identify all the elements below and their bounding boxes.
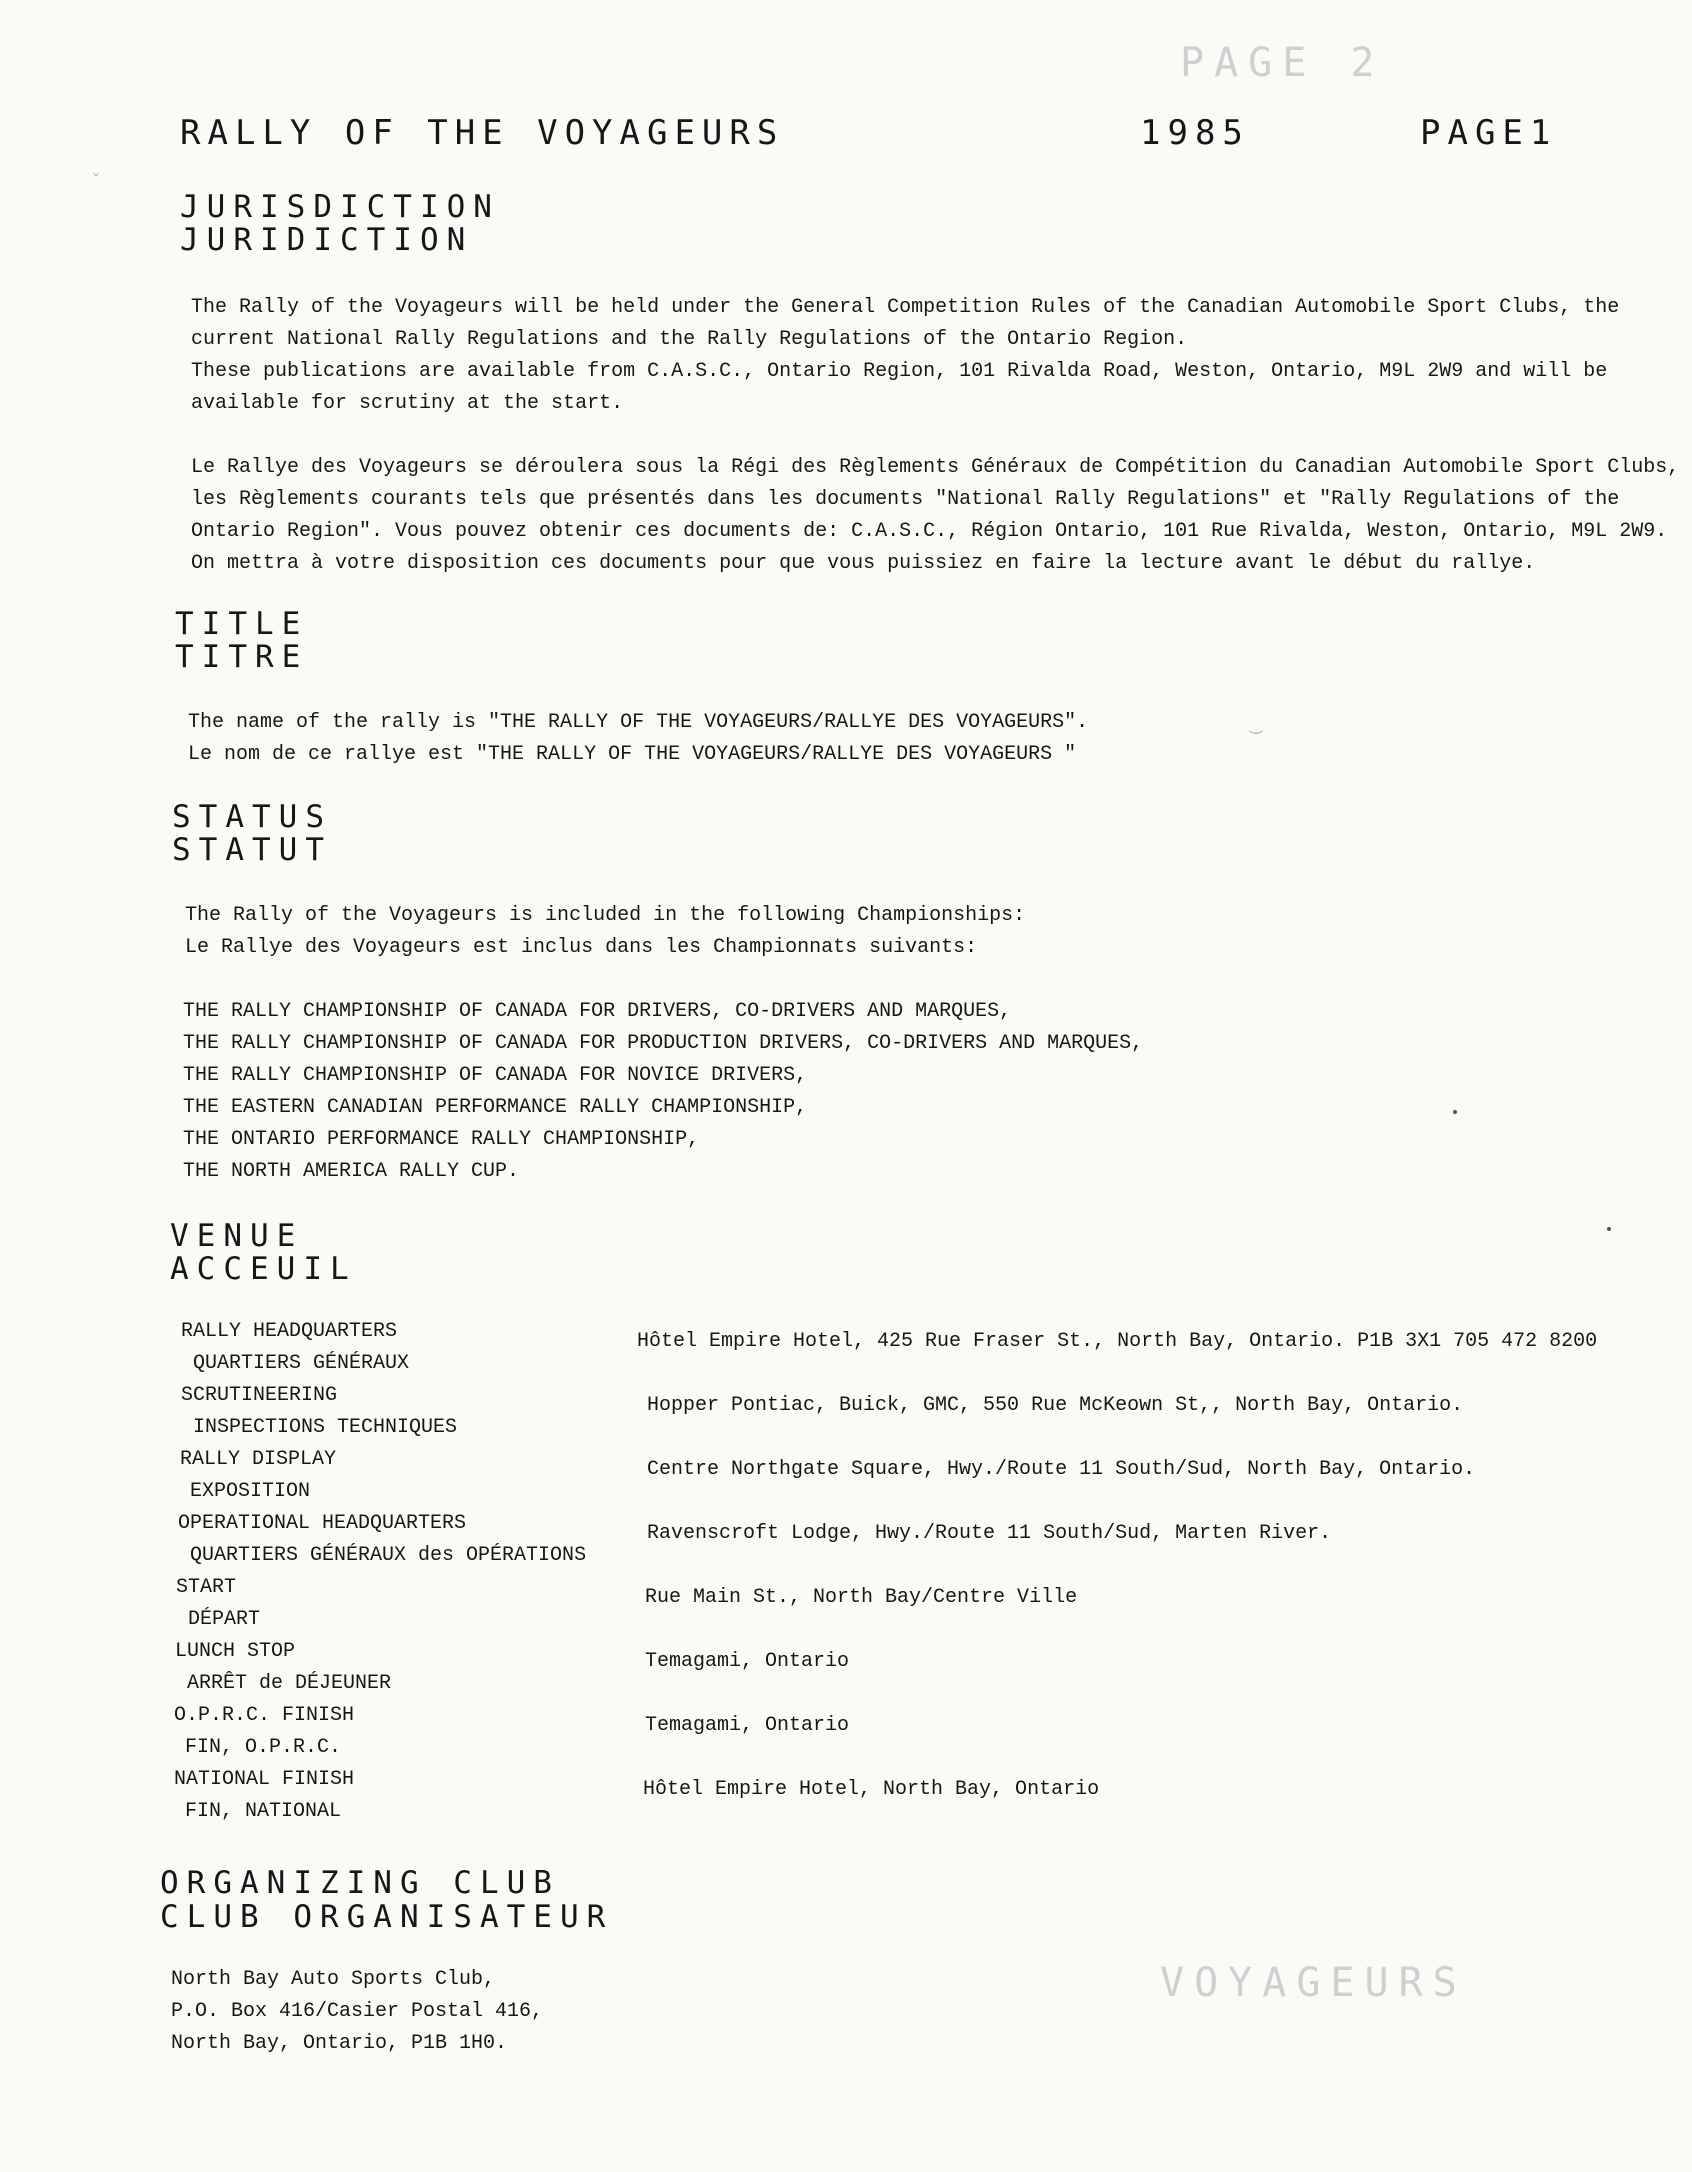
venue-label-fr: DÉPART <box>188 1608 261 1631</box>
jurisdiction-fr-line: les Règlements courants tels que présentés dans les documents "National Rally Regulations" et "Rally Regulations of the <box>191 488 1620 511</box>
jurisdiction-en-line: The Rally of the Voyageurs will be held under the General Competition Rules of the Canadian Automobile Sport Clubs, the <box>191 296 1620 319</box>
championship-item: THE RALLY CHAMPIONSHIP OF CANADA FOR NOVICE DRIVERS, <box>183 1064 808 1087</box>
venue-heading-en: VENUE <box>170 1218 304 1254</box>
venue-label-fr: EXPOSITION <box>190 1480 311 1503</box>
venue-value: Temagami, Ontario <box>645 1650 850 1673</box>
page-header <box>180 113 1600 153</box>
bleed-through-bottom: VOYAGEURS <box>1160 1960 1467 2006</box>
championship-item: THE ONTARIO PERFORMANCE RALLY CHAMPIONSHIP, <box>183 1128 700 1151</box>
jurisdiction-heading-en: JURISDICTION <box>180 189 500 225</box>
status-intro-fr: Le Rallye des Voyageurs est inclus dans les Championnats suivants: <box>185 936 978 959</box>
venue-label-en: LUNCH STOP <box>175 1640 296 1663</box>
venue-label-en: O.P.R.C. FINISH <box>174 1704 355 1727</box>
venue-value: Temagami, Ontario <box>645 1714 850 1737</box>
title-line-en: The name of the rally is "THE RALLY OF THE VOYAGEURS/RALLYE DES VOYAGEURS". <box>188 711 1089 734</box>
organizing-club-heading-fr: CLUB ORGANISATEUR <box>160 1899 614 1935</box>
championship-item: THE RALLY CHAMPIONSHIP OF CANADA FOR DRIVERS, CO-DRIVERS AND MARQUES, <box>183 1000 1012 1023</box>
championship-item: THE EASTERN CANADIAN PERFORMANCE RALLY CHAMPIONSHIP, <box>183 1096 808 1119</box>
club-address-line: North Bay, Ontario, P1B 1H0. <box>171 2032 508 2055</box>
venue-value: Ravenscroft Lodge, Hwy./Route 11 South/Sud, Marten River. <box>647 1522 1332 1545</box>
jurisdiction-fr-line: Le Rallye des Voyageurs se déroulera sous la Régi des Règlements Généraux de Compétition du Canadian Automobile Sport Clubs, <box>191 456 1680 479</box>
venue-value: Rue Main St., North Bay/Centre Ville <box>645 1586 1078 1609</box>
venue-label-fr: QUARTIERS GÉNÉRAUX des OPÉRATIONS <box>190 1544 587 1567</box>
organizing-club-heading-en: ORGANIZING CLUB <box>160 1865 560 1901</box>
venue-value: Hopper Pontiac, Buick, GMC, 550 Rue McKeown St,, North Bay, Ontario. <box>647 1394 1464 1417</box>
jurisdiction-en-line: current National Rally Regulations and the Rally Regulations of the Ontario Region. <box>191 328 1188 351</box>
jurisdiction-heading-fr: JURIDICTION <box>180 222 474 258</box>
venue-value: Hôtel Empire Hotel, 425 Rue Fraser St., North Bay, Ontario. P1B 3X1 705 472 8200 <box>637 1330 1598 1353</box>
club-address-line: P.O. Box 416/Casier Postal 416, <box>171 2000 544 2023</box>
venue-value: Centre Northgate Square, Hwy./Route 11 South/Sud, North Bay, Ontario. <box>647 1458 1476 1481</box>
venue-label-en: RALLY HEADQUARTERS <box>181 1320 398 1343</box>
venue-value: Hôtel Empire Hotel, North Bay, Ontario <box>643 1778 1100 1801</box>
title-line-fr: Le nom de ce rallye est "THE RALLY OF THE VOYAGEURS/RALLYE DES VOYAGEURS " <box>188 743 1077 766</box>
venue-label-fr: ARRÊT de DÉJEUNER <box>187 1672 392 1695</box>
header-year: 1985 <box>1140 113 1250 153</box>
venue-label-en: NATIONAL FINISH <box>174 1768 355 1791</box>
venue-label-en: RALLY DISPLAY <box>180 1448 337 1471</box>
venue-label-fr: FIN, O.P.R.C. <box>185 1736 342 1759</box>
scan-mark: ˇ <box>90 170 103 194</box>
championship-item: THE NORTH AMERICA RALLY CUP. <box>183 1160 520 1183</box>
jurisdiction-en-line: available for scrutiny at the start. <box>191 392 624 415</box>
venue-heading-fr: ACCEUIL <box>170 1251 357 1287</box>
status-intro-en: The Rally of the Voyageurs is included in the following Championships: <box>185 904 1026 927</box>
venue-label-fr: QUARTIERS GÉNÉRAUX <box>193 1352 410 1375</box>
scan-speck <box>1607 1227 1611 1231</box>
header-page-number: PAGE1 <box>1420 113 1558 153</box>
title-heading-en: TITLE <box>175 606 309 642</box>
venue-label-fr: INSPECTIONS TECHNIQUES <box>193 1416 458 1439</box>
venue-label-en: START <box>176 1576 237 1599</box>
title-heading-fr: TITRE <box>175 639 309 675</box>
status-heading-en: STATUS <box>172 799 332 835</box>
venue-label-en: SCRUTINEERING <box>181 1384 338 1407</box>
scan-speck <box>1453 1110 1457 1114</box>
scan-mark: ‿ <box>1250 710 1263 734</box>
header-title: RALLY OF THE VOYAGEURS <box>180 113 785 153</box>
championship-item: THE RALLY CHAMPIONSHIP OF CANADA FOR PRODUCTION DRIVERS, CO-DRIVERS AND MARQUES, <box>183 1032 1144 1055</box>
venue-label-en: OPERATIONAL HEADQUARTERS <box>178 1512 467 1535</box>
status-heading-fr: STATUT <box>172 832 332 868</box>
jurisdiction-fr-line: On mettra à votre disposition ces documents pour que vous puissiez en faire la lecture avant le début du rallye. <box>191 552 1536 575</box>
venue-label-fr: FIN, NATIONAL <box>185 1800 342 1823</box>
club-address-line: North Bay Auto Sports Club, <box>171 1968 496 1991</box>
jurisdiction-fr-line: Ontario Region". Vous pouvez obtenir ces documents de: C.A.S.C., Région Ontario, 101 Rue Rivalda, Weston, Ontario, M9L 2W9. <box>191 520 1668 543</box>
jurisdiction-en-line: These publications are available from C.A.S.C., Ontario Region, 101 Rivalda Road, Weston, Ontario, M9L 2W9 and will be <box>191 360 1608 383</box>
bleed-through-top: PAGE 2 <box>1180 40 1385 86</box>
